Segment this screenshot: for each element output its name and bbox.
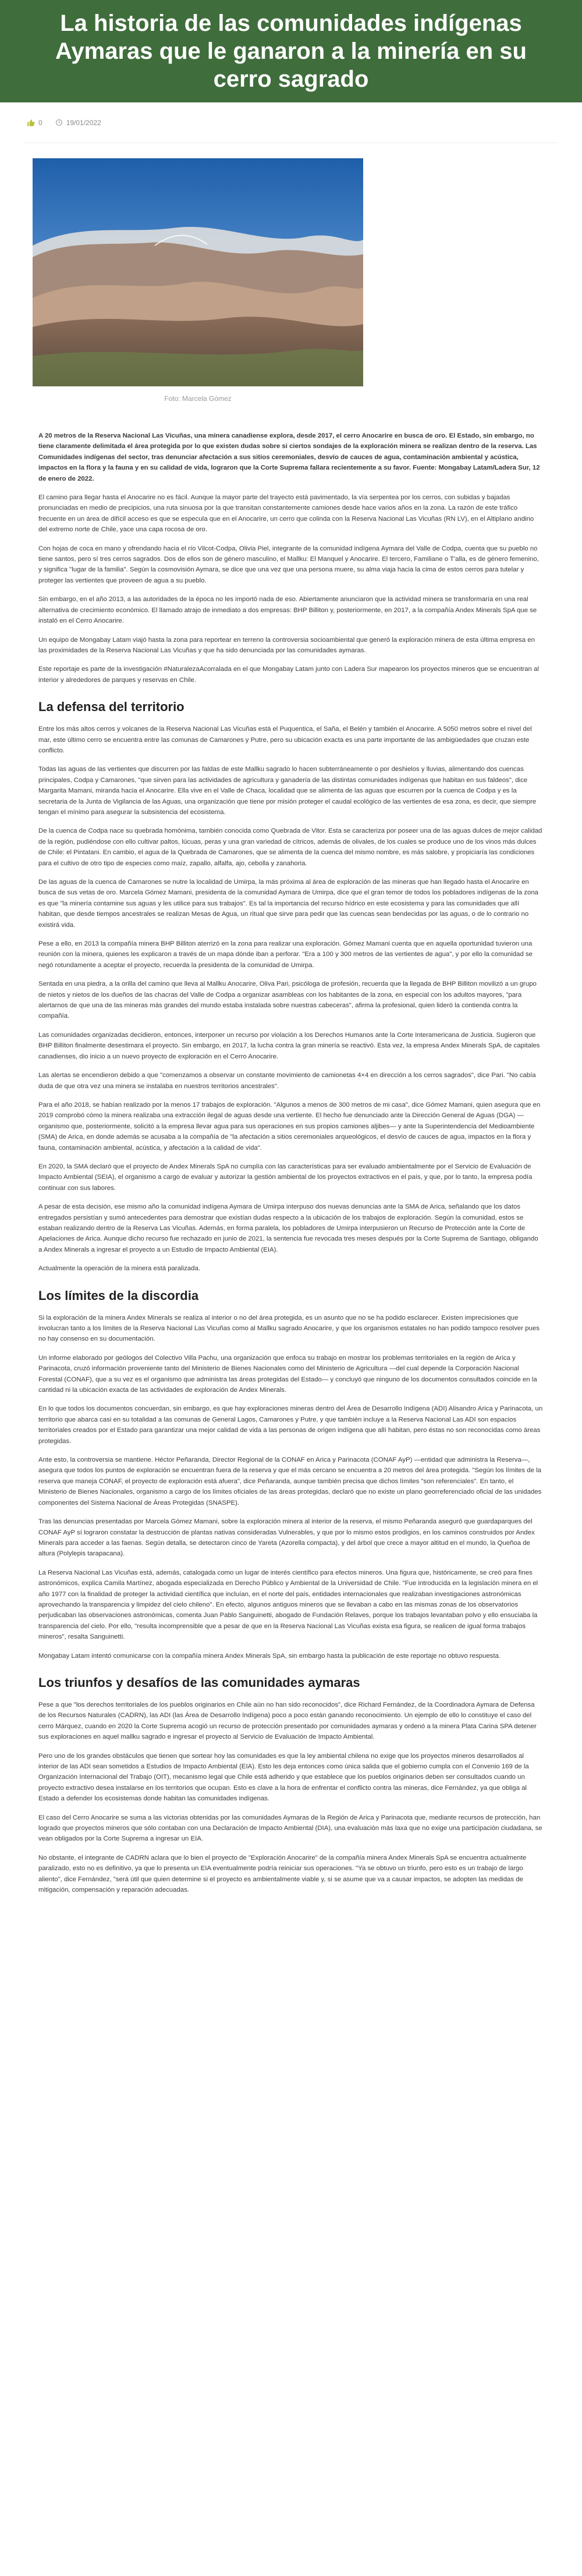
article-section-limites bbox=[38, 1288, 544, 1661]
paragraph: De la cuenca de Codpa nace su quebrada homónima, también conocida como Quebrada de Vitor. Esta se caracteriza por poseer una de las aguas dulces de mejor calidad de la región, pudiéndose con ello cultivar paltos, lúcuas, peras y una gran variedad de cítricos, además de olivales, de los cuales se produce uno de los vinos más dulces de Chile: el Pintatani. En cambio, el agua de la Quebrada de Camarones, que se alimenta de la cuenca del mismo nombre, es más salobre, y propiciaría las condiciones para el cultivo de otro tipo de especies como maíz, zapallo, alfalfa, ajo, cebolla y zanahoria. bbox=[38, 827, 542, 867]
paragraph: A pesar de esta decisión, ese mismo año la comunidad indígena Aymara de Umirpa interpuso dos nuevas denuncias ante la SMA de Arica, señalando que los datos entregados persistían y sumó antecedentes para demostrar que existían dudas respecto a la ubicación de los trabajos de exploración. Según la comunidad, estos se estaban realizando dentro de la Reserva Las Vicuñas. Además, en forma paralela, los pobladores de Umirpa interpusieron un Recurso de Protección ante la Corte de Apelaciones de Arica. Aunque dicho recurso fue rechazado en junio de 2021, la sentencia fue revocada tres meses después por la Corte Suprema de Santiago, obligando a Andex Minerals a ingresar el proyecto a un Estudio de Impacto Ambiental (EIA). bbox=[38, 1203, 538, 1253]
paragraph: Sentada en una piedra, a la orilla del camino que lleva al Mallku Anocarire, Oliva Pari, psicóloga de profesión, recuerda que la llegada de BHP Billiton movilizó a un grupo de nietos y nietos de los dueños de las chacras del Valle de Codpa a organizar asambleas con los habitantes de la zona, en especial con los adultos mayores, "para alertarnos de que una de las mineras más grandes del mundo estaba instalada sobre nuestras cabeceras", afirma la profesional, quien lideró la contienda contra la compañía. bbox=[38, 980, 537, 1020]
publish-date-text: 19/01/2022 bbox=[66, 118, 101, 127]
paragraph: De las aguas de la cuenca de Camarones se nutre la localidad de Umirpa, la más próxima al área de exploración de las mineras que han llegado hasta el Anocarire en busca de sus vetas de oro. Marcela Gómez Mamani, presidenta de la comunidad Aymara de Umirpa, dice que el gran temor de todos los pobladores indígenas de la zona es que "la minería contamine sus aguas y les utilice para sus trabajos". Es tal la importancia del recurso hídrico en este ecosistema y para las comunidades que allí habitan, que desde tiempos ancestrales se realizan Mesas de Agua, un ritual que sirve para pedir que las cuencas sean bendecidas por las aguas, o de lo contrario no existirá vida. bbox=[38, 879, 539, 929]
paragraph: Las comunidades organizadas decidieron, entonces, interponer un recurso por violación a los Derechos Humanos ante la Corte Interamericana de Justicia. Sugieron que BHP Billiton finalmente desestimara el proyecto. Sin embargo, en 2017, la lucha contra la gran minería se reactivó. Esta vez, la empresa Andex Minerals SpA, de capitales canadienses, dio inicio a un nuevo proyecto de exploración en el Cerro Anocarire. bbox=[38, 1031, 540, 1060]
paragraph: Actualmente la operación de la minera está paralizada. bbox=[38, 1265, 200, 1273]
photo-caption: Foto: Marcela Gómez bbox=[164, 395, 232, 403]
paragraph: Pero uno de los grandes obstáculos que tienen que sortear hoy las comunidades es que la ley ambiental chilena no exige que los proyectos mineros desarrollados al interior de las ADI sean sometidos a Estudios de Impacto Ambiental (EIA). Esto les deja entonces como única salida que el gobierno cumpla con el Convenio 169 de la Organización Internacional del Trabajo (OIT), mecanismo legal que Chile está adherido y que establece que los pueblos originarios deben ser consultados cuando un proyecto extractivo desea instalarse en los territorios que ocupan. Esto es clave a la hora de enfrentar el conflicto contra las mineras, dice Fernández, ya que obliga al Estado a defender los ecosistemas donde habitan las comunidades indígenas. bbox=[38, 1752, 529, 1803]
article-lead: A 20 metros de la Reserva Nacional Las Vicuñas, una minera canadiense explora, desde 2017, el cerro Anocarire en busca de oro. El Estado, sin embargo, no tiene claramente delimitada el área protegida por lo que existen dudas sobre si ciertos sondajes de la exploración minera se realizan dentro de la reserva. Las Comunidades indígenas del sector, tras denunciar afectación a sus sitios ceremoniales, desvío de cauces de agua, contaminación ambiental y acústica, impactos en la flora y la fauna y en su calidad de vida, lograron que la Corte Suprema fallara recientemente a su favor. Fuente: Mongabay Latam/Ladera Sur, 12 de enero de 2022. bbox=[38, 432, 540, 482]
paragraph: Las alertas se encendieron debido a que "comenzamos a observar un constante movimiento de camionetas 4×4 en dirección a los cerros sagrados", dice Pari. "No cabía duda de que otra vez una minera se instalaba en nuestros territorios ancestrales". bbox=[38, 1072, 536, 1090]
paragraph: El camino para llegar hasta el Anocarire no es fácil. Aunque la mayor parte del trayecto está pavimentado, la vía serpentea por los cerros, con subidas y bajadas pronunciadas en medio de precipicios, una ruta sinuosa por la que transitan constantemente camiones desde hace varios años en la zona. La razón de este tráfico frecuente en un área de difícil acceso es que se especula que en el Anocarire, un cerro que colinda con la Reserva Nacional Las Vicuñas (RN LV), en el Altiplano andino del extremo norte de Chile, yace una capa rocosa de oro. bbox=[38, 494, 534, 534]
article-figure bbox=[33, 158, 363, 403]
paragraph: Tras las denuncias presentadas por Marcela Gómez Mamani, sobre la exploración minera al interior de la reserva, el mismo Peñaranda aseguró que guardaparques del CONAF AyP sí lograron constatar la destrucción de plantas nativas consideradas Vulnerables, y que por lo mismo estos prodigios, en los caminos construidos por Andex Minerals para acceder a las faenas. Según detalla, se detectaron cinco de Yareta (Azorella compacta), y del árbol que crece a mayor altitud en el mundo, la Queñoa de altura (Polylepis tarapacana). bbox=[38, 1518, 535, 1558]
paragraph: Si la exploración de la minera Andex Minerals se realiza al interior o no del área protegida, es un asunto que no se ha podido esclarecer. Existen imprecisiones que involucran tanto a los límites de la Reserva Nacional Las Vicuñas como al Mallku sagrado Anocarire, y que los organismos estatales no han podido tampoco resolver pues no hay consenso en su documentación. bbox=[38, 1314, 540, 1343]
paragraph: Un informe elaborado por geólogos del Colectivo Villa Pachu, una organización que enfoca su trabajo en mostrar los problemas territoriales en la región de Arica y Parinacota, cruzó información proveniente tanto del Ministerio de Bienes Nacionales como del Ministerio de Agricultura —del cual depende la Corporación Nacional Forestal (CONAF), que a su vez es el organismo que administra las áreas protegidas del Estado— y concluyó que ninguno de los documentos consultados coincide en la cantidad ni la ubicación exacta de las actividades de exploración de Andex Minerals. bbox=[38, 1354, 537, 1394]
section-heading: Los límites de la discordia bbox=[38, 1288, 199, 1303]
article-body bbox=[23, 431, 559, 1895]
article-section-triunfos bbox=[38, 1675, 544, 1896]
paragraph: Con hojas de coca en mano y ofrendando hacia el río Vilcot-Codpa, Olivia Piel, integrante de la comunidad indígena Aymara del Valle de Codpa, cuenta que su pueblo no tiene santos, pero sí tres cerros sagrados. Dos de ellos son de género masculino, el Mallku: El Manquel y Anocarire. El tercero, Familiane o T'alla, es de género femenino, y significa "lugar de la familia". Según la cosmovisión Aymara, se dice que una vez que una persona muere, su alma viaja hacia la cima de estos cerros para tutelar y proteger las vertientes que proveen de agua a su pueblo. bbox=[38, 545, 539, 584]
paragraph: Todas las aguas de las vertientes que discurren por las faldas de este Mallku sagrado lo hacen subterráneamente o por deshielos y lluvias, alimentando dos cuencas principales, Codpa y Camarones, "que sirven para las actividades de agricultura y ganadería de las distintas comunidades indígenas que habitan en sus faldeos", dice Margarita Mamani, miranda hacia el Anocarire. Ella vive en el Valle de Chaca, localidad que se alimenta de las aguas que escurren por la cuenca de Codpa y es la secretaria de la Junta de Vigilancia de las Aguas, una organización que tiene por misión proteger el caudal ecológico de las vertientes de esa zona, es decir, que siempre tengan el mínimo para asegurar la subsistencia del ecosistema. bbox=[38, 766, 537, 816]
paragraph: Entre los más altos cerros y volcanes de la Reserva Nacional Las Vicuñas está el Puquentica, el Saña, el Belén y también el Anocarire. A 5050 metros sobre el nivel del mar, este último cerro se encuentra entre las comunas de Camarones y Putre, pero su ubicación exacta es una parte importante de las ambigüedades que cruzan este conflicto. bbox=[38, 726, 532, 754]
section-heading: La defensa del territorio bbox=[38, 699, 184, 715]
like-count: 0 bbox=[38, 118, 42, 127]
paragraph: Un equipo de Mongabay Latam viajó hasta la zona para reportear en terreno la controversia socioambiental que generó la exploración minera de esta última empresa en las proximidades de la Reserva Nacional Las Vicuñas y que ha sido denunciada por las comunidades aymaras. bbox=[38, 636, 535, 654]
paragraph: La Reserva Nacional Las Vicuñas está, además, catalogada como un lugar de interés científico para efectos mineros. Una figura que, históricamente, se creó para fines astronómicos, explica Camila Martínez, abogada especializada en Derecho Público y Ambiental de la Universidad de Chile. "Fue introducida en la legislación minera en el año 1977 con la finalidad de proteger la actividad científica que incluían, en el norte del país, entidades internacionales que realizaban investigaciones astronómicas aprovechando la transparencia y limpidez del cielo chileno". En efecto, algunos antiguos mineros que se llevaban a cabo en las mismas zonas de los observatorios perjudicaban las observaciones astronómicas, comenta Juan Pablo Sanguinetti, abogado de Fundación Relaves, porque los trabajos levantaban polvo y ello ensuciaba la transparencia del cielo. Por ello, "resulta incomprensible que a pesar de que en la Reserva Nacional Las Vicuñas exista esa figura, se realicen de igual forma trabajos mineros", resalta Sanguinetti. bbox=[38, 1569, 538, 1641]
article-header bbox=[0, 0, 582, 102]
thumbs-up-icon[interactable] bbox=[27, 119, 35, 127]
paragraph: Pese a ello, en 2013 la compañía minera BHP Billiton aterrizó en la zona para realizar una exploración. Gómez Mamani cuenta que en aquella oportunidad tuvieron una reunión con la minera, quienes les explicaron a través de un mapa dónde iban a perforar. "Era a 100 y 300 metros de las vertientes de agua", y por ello la comunidad se negó rotundamente a aceptar el proyecto, recuerda la presidenta de la comunidad de Umirpa. bbox=[38, 940, 533, 969]
article-section-intro bbox=[38, 492, 544, 685]
publish-date bbox=[55, 119, 101, 127]
clock-icon bbox=[55, 119, 63, 126]
paragraph: En 2020, la SMA declaró que el proyecto de Andex Minerals SpA no cumplía con las características para ser evaluado ambientalmente por el Servicio de Evaluación de Impacto Ambiental (SEIA), el organismo a cargo de evaluar y autorizar la gestión ambiental de los proyectos extractivos en el país, y que, por lo tanto, la empresa podía continuar con sus labores. bbox=[38, 1163, 533, 1192]
section-heading: Los triunfos y desafíos de las comunidades aymaras bbox=[38, 1675, 360, 1690]
article-section-defensa bbox=[38, 699, 544, 1274]
article-meta bbox=[23, 102, 559, 143]
paragraph: El caso del Cerro Anocarire se suma a las victorias obtenidas por las comunidades Aymaras de la Región de Arica y Parinacota que, mediante recursos de protección, han logrado que proyectos mineros que sólo contaban con una Declaración de Impacto Ambiental (DIA), una evaluación más laxa que no exige una participación ciudadana, se vean obligados por la Corte Suprema a ingresar un EIA. bbox=[38, 1814, 542, 1843]
article-wrapper bbox=[0, 102, 582, 1927]
paragraph: Para el año 2018, se habían realizado por la menos 17 trabajos de exploración. "Algunos a menos de 300 metros de mi casa", dice Gómez Mamani, quien asegura que en 2019 comprobó cómo la minera realizaba una extracción ilegal de aguas desde una vertiente. El hecho fue denunciado ante la Dirección General de Aguas (DGA) —organismo que, posteriormente, solicitó a la empresa llevar agua para sus operaciones en sus propios camiones aljibes— y ante la Superintendencia del Medioambiente (SMA) de Arica, en donde además se acusaba a la compañía de "la afectación a sitios ceremoniales arqueológicos, el desvío de cauces de agua, impactos en la flora y fauna, contaminación ambiental, acústica, y afectación a la calidad de vida". bbox=[38, 1101, 541, 1152]
paragraph: En lo que todos los documentos concuerdan, sin embargo, es que hay exploraciones mineras dentro del Área de Desarrollo Indígena (ADI) Alisandro Arica y Parinacota, un territorio que abarca casi en su totalidad a las comunas de General Lagos, Camarones y Putre, y que también incluye a la Reserva Nacional Las ADI son espacios territoriales creados por el Estado para garantizar una mejor calidad de vida a las personas de origen indígena que allí habitan, pero éstas no son reconocidas como áreas protegidas. bbox=[38, 1405, 543, 1445]
paragraph: Sin embargo, en el año 2013, a las autoridades de la época no les importó nada de eso. Abiertamente anunciaron que la actividad minera se transformaría en una real alternativa de crecimiento económico. El llamado atrajo de inmediato a dos empresas: BHP Billiton y, posteriormente, en 2017, a la compañía Andex Minerals SpA que se instaló en el Cerro Anocarire. bbox=[38, 596, 537, 625]
like-counter[interactable] bbox=[27, 119, 42, 127]
hero-photo bbox=[33, 158, 363, 386]
paragraph: Este reportaje es parte de la investigación #NaturalezaAcorralada en el que Mongabay Latam junto con Ladera Sur mapearon los proyectos mineros que se encuentran al interior y alrededores de parques y reservas en Chile. bbox=[38, 666, 539, 684]
paragraph: Pese a que "los derechos territoriales de los pueblos originarios en Chile aún no han sido reconocidos", dice Richard Fernández, de la Coordinadora Aymara de Defensa de los Recursos Naturales (CADRN), las ADI (las Área de Desarrollo Indígena) poco a poco están ganando reconocimiento. Un ejemplo de ello lo constituye el caso del cerro Márquez, cuando en 2020 la Corte Suprema acogió un recurso de protección presentado por comunidades aymaras y ordenó a la minera Plata Carina SPA detener sus exploraciones en aquel mallku sagrado e ingresar el proyecto al Servicio de Evaluación de Impacto Ambiental. bbox=[38, 1701, 537, 1741]
article-title: La historia de las comunidades indígenas Aymaras que le ganaron a la minería en su cerro sagrado bbox=[55, 10, 527, 92]
paragraph: Ante esto, la controversia se mantiene. Héctor Peñaranda, Director Regional de la CONAF en Arica y Parinacota (CONAF AyP) —entidad que administra la Reserva—, asegura que todos los puntos de exploración se encuentran fuera de la reserva y que el más cercano se encuentra a 20 metros del área protegida. "Según los límites de la reserva que maneja CONAF, el proyecto de exploración está afuera", dice Peñaranda, aunque también precisa que dichos límites "son referenciales". En tanto, el Ministerio de Bienes Nacionales, organismo a cargo de los límites oficiales de las áreas protegidas, declaró que no existe un plano georreferenciado oficial de las unidades componentes del Sistema Nacional de Áreas Protegidas (SNASPE). bbox=[38, 1456, 542, 1506]
paragraph: No obstante, el integrante de CADRN aclara que lo bien el proyecto de "Exploración Anocarire" de la compañía minera Andex Minerals SpA se encuentra actualmente paralizado, esto no es definitivo, ya que lo presenta un EIA eventualmente podría reiniciar sus operaciones. "Ya se obtuvo un triunfo, pero esto es un trabajo de largo aliento", dice Fernández, "será útil que quien determine si el proyecto es ambientalmente viable y, si se asume que va a causar impactos, se adopten las medidas de mitigación, compensación y reparación adecuadas. bbox=[38, 1854, 527, 1894]
paragraph: Mongabay Latam intentó comunicarse con la compañía minera Andex Minerals SpA, sin embargo hasta la publicación de este reportaje no obtuvo respuesta. bbox=[38, 1652, 501, 1660]
